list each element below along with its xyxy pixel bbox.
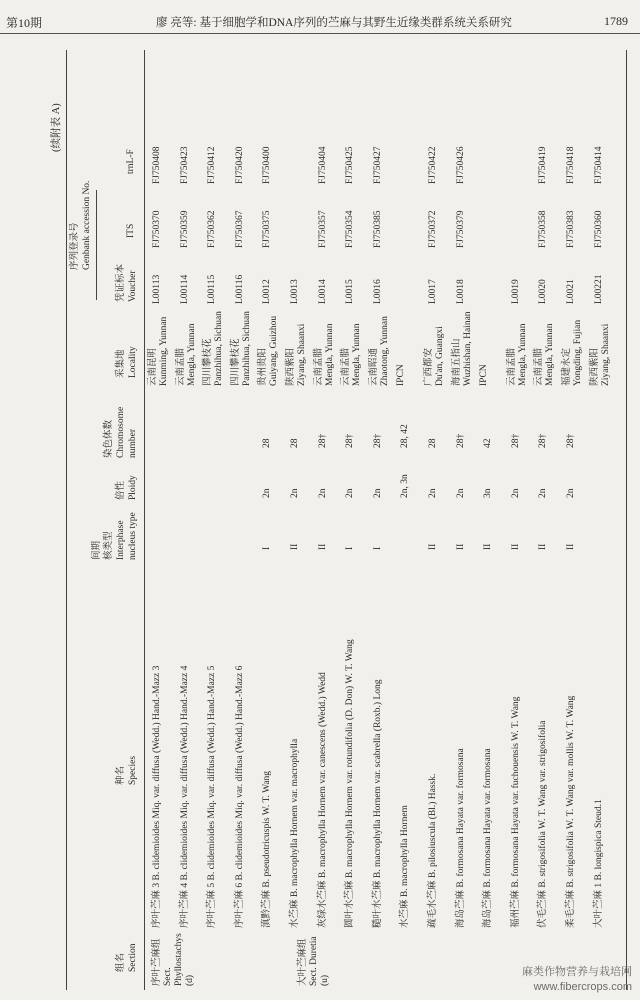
page-number: 1789 xyxy=(604,14,628,28)
species-cell: 大叶苎麻 1 B. longispica Steud.1 xyxy=(593,799,604,928)
trnl-accession-cell: FJ750420 xyxy=(234,146,245,184)
column-header-ploidy: 倍性 xyxy=(116,480,126,500)
voucher-cell: L00114 xyxy=(179,274,190,304)
nucleus-type-cell: II xyxy=(290,543,300,550)
locality-cell: IPCN xyxy=(479,364,490,386)
ploidy-cell: 2n xyxy=(372,488,383,498)
ploidy-cell: 2n, 3n xyxy=(400,474,411,498)
trnl-accession-cell: FJ750414 xyxy=(593,146,604,184)
column-header-trnl: trnL-F xyxy=(126,149,136,174)
section-name: (u) xyxy=(320,974,330,986)
voucher-cell: L0016 xyxy=(372,279,383,304)
locality-cell: Guiyang, Guizhou xyxy=(269,315,280,386)
its-accession-cell: FJ750358 xyxy=(538,210,549,248)
trnl-accession-cell: FJ750418 xyxy=(566,146,576,184)
nucleus-type-cell: II xyxy=(483,543,494,550)
locality-cell: Wuzhishan, Hainan xyxy=(462,311,473,386)
locality-cell: 云南孟腊 xyxy=(534,347,545,386)
locality-cell: 贵州贵阳 xyxy=(258,347,269,386)
column-header-chromosome: number xyxy=(128,428,138,458)
its-accession-cell: FJ750370 xyxy=(152,210,162,248)
locality-cell: Mengla, Yunnan xyxy=(517,323,528,386)
locality-cell: 广西都安 xyxy=(424,347,434,386)
locality-cell: Zhaotong, Yunnan xyxy=(379,316,390,386)
table-top-rule xyxy=(66,50,67,990)
section-name: Sect. xyxy=(163,967,173,986)
voucher-cell: L0021 xyxy=(566,279,576,304)
nucleus-type-cell: II xyxy=(455,543,466,550)
ploidy-cell: 2n xyxy=(566,488,576,498)
column-header-chromosome: 染色体数 xyxy=(104,419,114,458)
species-cell: 序叶苎麻 6 B. clidemioides Miq. var. diffusa (Wedd.) Hand.-Mazz 6 xyxy=(234,665,245,928)
nucleus-type-cell: I xyxy=(372,546,383,550)
section-name: Sect. Duretia xyxy=(309,936,319,986)
column-header-nucleus: 核类型 xyxy=(104,531,114,560)
locality-cell: 四川攀枝花 xyxy=(230,338,241,386)
chromosome-number-cell: 28 xyxy=(290,438,300,448)
column-header-voucher: Voucher xyxy=(128,270,138,302)
voucher-cell: L00115 xyxy=(207,274,218,304)
nucleus-type-cell: I xyxy=(262,546,273,550)
its-accession-cell: FJ750354 xyxy=(345,210,356,248)
trnl-accession-cell: FJ750426 xyxy=(455,146,466,184)
nucleus-type-cell: II xyxy=(317,543,328,550)
locality-cell: 陕西紫阳 xyxy=(286,347,296,386)
species-cell: 序叶苎麻 4 B. clidemioides Miq. var. diffusa (Wedd.) Hand.-Mazz 4 xyxy=(179,665,190,928)
column-header-species: Species xyxy=(128,755,138,785)
species-cell: 滇黔苎麻 B. pseudotricuspis W. T. Wang xyxy=(262,770,273,928)
column-header-its: ITS xyxy=(126,223,136,238)
ploidy-cell: 2n xyxy=(262,488,273,498)
site-watermark xyxy=(522,965,632,994)
species-cell: 海岛苎麻 B. formosana Hayata var. formosana xyxy=(483,748,494,928)
locality-cell: 云南孟腊 xyxy=(341,347,352,386)
running-title: 廖 亮等: 基于细胞学和DNA序列的苎麻与其野生近缘类群系统关系研究 xyxy=(156,17,512,29)
its-accession-cell: FJ750362 xyxy=(207,210,218,248)
its-accession-cell: FJ750379 xyxy=(455,210,466,248)
column-header-section: 组名 xyxy=(116,952,126,972)
species-cell: 伏毛苎麻 B. strigosifolia W. T. Wang var. strigosifolia xyxy=(538,720,549,928)
species-cell: 糙叶水苎麻 B. macrophylla Hornem var. scabrella (Roxb.) Long xyxy=(372,679,383,928)
locality-cell: Mengla, Yunnan xyxy=(352,323,363,386)
species-cell: 序叶苎麻 3 B. clidemioides Miq. var. diffusa (Wedd.) Hand.-Mazz 3 xyxy=(152,665,162,928)
section-name: (d) xyxy=(185,974,195,986)
locality-cell: Mengla, Yunnan xyxy=(186,323,197,386)
appendix-table xyxy=(48,50,628,990)
its-accession-cell: FJ750375 xyxy=(262,210,273,248)
trnl-accession-cell: FJ750400 xyxy=(262,146,273,184)
ploidy-cell: 2n xyxy=(345,488,356,498)
voucher-cell: L00221 xyxy=(593,274,604,304)
chromosome-number-cell: 28, 42 xyxy=(400,424,411,448)
section-name: Phyllostachys xyxy=(174,933,184,986)
chromosome-number-cell: 28† xyxy=(566,433,576,448)
locality-cell: 四川攀枝花 xyxy=(203,338,214,386)
voucher-cell: L0017 xyxy=(428,279,438,304)
locality-cell: IPCN xyxy=(396,364,407,386)
its-accession-cell: FJ750385 xyxy=(372,210,383,248)
species-cell: 灰绿水苎麻 B. macrophylla Hornem var. canescens (Wedd.) Wedd xyxy=(317,672,328,928)
column-header-genbank: Genbank accession No. xyxy=(82,180,92,270)
trnl-accession-cell: FJ750404 xyxy=(317,146,328,184)
ploidy-cell: 2n xyxy=(510,488,521,498)
voucher-cell: L0014 xyxy=(317,279,328,304)
trnl-accession-cell: FJ750422 xyxy=(428,146,438,184)
ploidy-cell: 2n xyxy=(317,488,328,498)
species-cell: 柔毛苎麻 B. strigosifolia W. T. Wang var. mollis W. T. Wang xyxy=(566,695,576,928)
locality-cell: Panzhihua, Sichuan xyxy=(241,311,252,386)
species-cell: 圆叶水苎麻 B. macrophylla Hornem var. rotundifolia (D. Don) W. T. Wang xyxy=(345,639,356,928)
chromosome-number-cell: 28† xyxy=(538,433,549,448)
ploidy-cell: 3n xyxy=(483,488,494,498)
page-header xyxy=(0,0,640,34)
nucleus-type-cell: II xyxy=(510,543,521,550)
species-cell: 水苎麻 B. macrophylla Hornem var. macrophylla xyxy=(290,738,300,928)
chromosome-number-cell: 42 xyxy=(483,438,494,448)
species-cell: 福州苎麻 B. formosana Hayata var. fuchouensis W. T. Wang xyxy=(510,696,521,928)
nucleus-type-cell: II xyxy=(566,543,576,550)
column-header-voucher: 凭证标本 xyxy=(116,263,126,302)
table-header-rule xyxy=(144,50,145,990)
voucher-cell: L00116 xyxy=(234,274,245,304)
locality-cell: 云南昆明 xyxy=(148,347,158,386)
chromosome-number-cell: 28† xyxy=(455,433,466,448)
voucher-cell: L0018 xyxy=(455,279,466,304)
watermark-line: www.fibercrops.com xyxy=(533,980,632,993)
locality-cell: Mengla, Yunnan xyxy=(324,323,335,386)
section-name: 序叶苎麻组 xyxy=(152,938,162,986)
locality-cell: Yongding, Fujian xyxy=(573,319,583,386)
column-header-ploidy: Ploidy xyxy=(128,475,138,500)
trnl-accession-cell: FJ750425 xyxy=(345,146,356,184)
species-cell: 序叶苎麻 5 B. clidemioides Miq. var. diffusa (Wedd.) Hand.-Mazz 5 xyxy=(207,665,218,928)
locality-cell: 海南五指山 xyxy=(451,338,462,386)
genbank-rule xyxy=(96,190,97,300)
trnl-accession-cell: FJ750419 xyxy=(538,146,549,184)
voucher-cell: L0015 xyxy=(345,279,356,304)
chromosome-number-cell: 28† xyxy=(317,433,328,448)
watermark-line: 麻类作物营养与栽培网 xyxy=(522,966,632,979)
its-accession-cell: FJ750372 xyxy=(428,210,438,248)
locality-cell: Du'an, Guangxi xyxy=(435,326,445,386)
its-accession-cell: FJ750360 xyxy=(593,210,604,248)
locality-cell: Ziyang, Shaanxi xyxy=(297,323,307,386)
locality-cell: 云南孟腊 xyxy=(506,347,517,386)
trnl-accession-cell: FJ750423 xyxy=(179,146,190,184)
chromosome-number-cell: 28 xyxy=(262,438,273,448)
column-header-nucleus: Interphase xyxy=(116,520,126,560)
locality-cell: 云南孟腊 xyxy=(313,347,324,386)
ploidy-cell: 2n xyxy=(538,488,549,498)
ploidy-cell: 2n xyxy=(290,488,300,498)
section-name: 大叶苎麻组 xyxy=(298,938,308,986)
voucher-cell: L0012 xyxy=(262,279,273,304)
column-header-chromosome: Chromosome xyxy=(116,406,126,458)
voucher-cell: L0019 xyxy=(510,279,521,304)
issue-number: 第10期 xyxy=(6,16,43,30)
nucleus-type-cell: I xyxy=(345,546,356,550)
locality-cell: 云南孟腊 xyxy=(175,347,186,386)
locality-cell: Panzhihua, Sichuan xyxy=(214,311,225,386)
ploidy-cell: 2n xyxy=(455,488,466,498)
column-header-section: Section xyxy=(128,943,138,972)
voucher-cell: L00113 xyxy=(152,274,162,304)
nucleus-type-cell: II xyxy=(538,543,549,550)
voucher-cell: L0020 xyxy=(538,279,549,304)
species-cell: 疏毛水苎麻 B. pilosiuscula (Bl.) Hassk. xyxy=(428,773,438,928)
its-accession-cell: FJ750367 xyxy=(234,210,245,248)
chromosome-number-cell: 28† xyxy=(345,433,356,448)
column-header-locality: Locality xyxy=(128,346,138,378)
trnl-accession-cell: FJ750412 xyxy=(207,146,218,184)
species-cell: 海岛苎麻 B. formosana Hayata var. formosana xyxy=(455,748,466,928)
species-cell: 水苎麻 B. macrophylla Hornem xyxy=(400,805,411,928)
locality-cell: 陕西紫阳 xyxy=(589,347,600,386)
chromosome-number-cell: 28† xyxy=(372,433,383,448)
voucher-cell: L0013 xyxy=(290,279,300,304)
locality-cell: Kunming, Yunnan xyxy=(159,316,169,386)
ploidy-cell: 2n xyxy=(428,488,438,498)
locality-cell: 云南昭通 xyxy=(368,347,379,386)
table-bottom-rule xyxy=(626,50,627,990)
locality-cell: Ziyang, Shaanxi xyxy=(600,323,611,386)
chromosome-number-cell: 28† xyxy=(510,433,521,448)
table-continued-label: (续附表 A) xyxy=(51,103,62,152)
its-accession-cell: FJ750359 xyxy=(179,210,190,248)
its-accession-cell: FJ750383 xyxy=(566,210,576,248)
column-header-genbank: 序列登录号 xyxy=(70,222,80,270)
trnl-accession-cell: FJ750427 xyxy=(372,146,383,184)
column-header-nucleus: nucleus type xyxy=(128,512,138,560)
column-header-nucleus: 间期 xyxy=(92,540,102,560)
chromosome-number-cell: 28 xyxy=(428,438,438,448)
nucleus-type-cell: II xyxy=(428,543,438,550)
column-header-species: 种名 xyxy=(116,765,126,785)
its-accession-cell: FJ750357 xyxy=(317,210,328,248)
column-header-locality: 采集地 xyxy=(116,349,126,378)
locality-cell: 福建永定 xyxy=(562,347,572,386)
locality-cell: Mengla, Yunnan xyxy=(545,323,556,386)
trnl-accession-cell: FJ750408 xyxy=(152,146,162,184)
